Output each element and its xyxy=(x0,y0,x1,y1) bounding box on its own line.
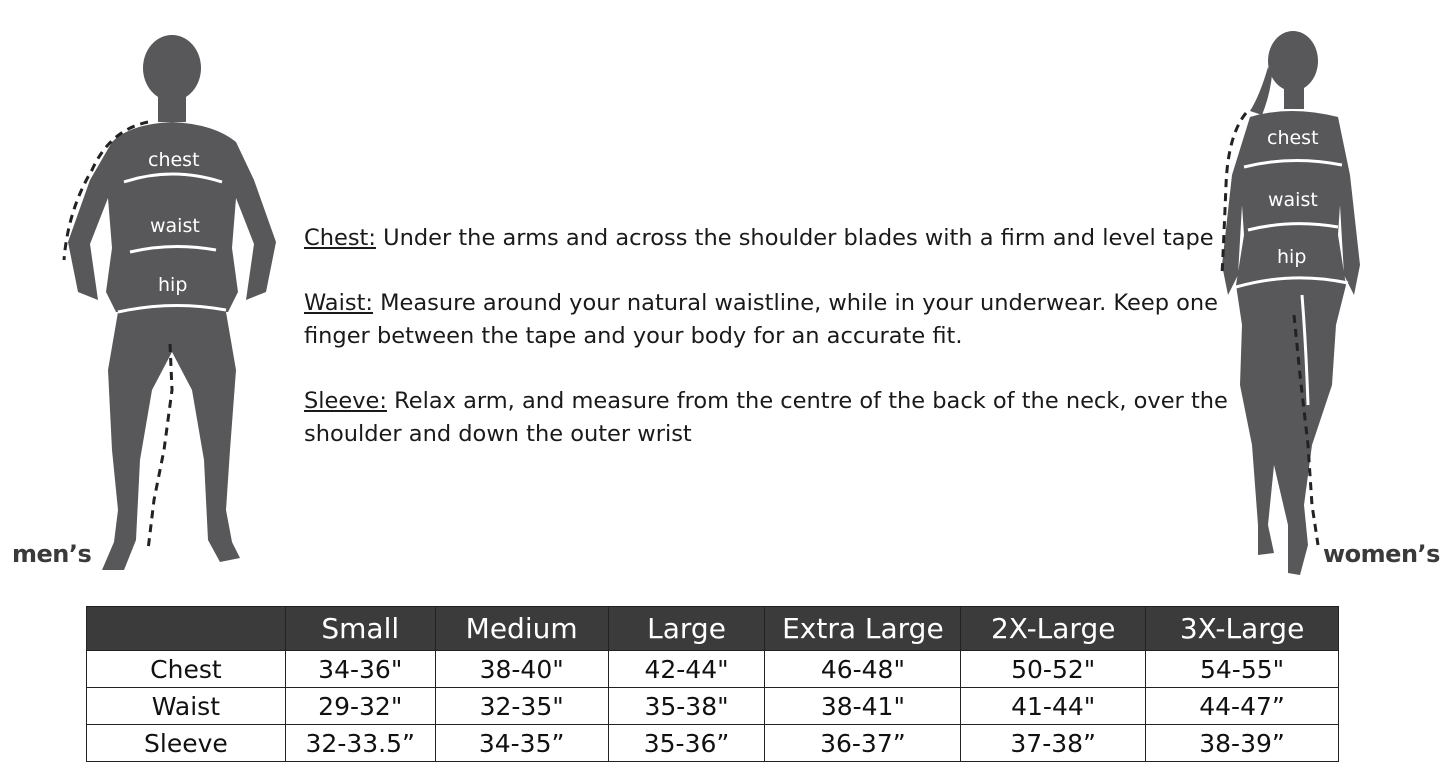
table-cell: 37-38” xyxy=(961,725,1146,762)
mens-figure xyxy=(40,30,300,580)
waist-instruction-text: Measure around your natural waistline, while in your underwear. Keep one finger between the tape and your body for an accurate fit. xyxy=(304,290,1218,349)
table-cell: 35-38" xyxy=(608,688,765,725)
waist-instruction xyxy=(304,287,1234,353)
table-cell: 32-33.5” xyxy=(285,725,435,762)
womens-label: women’s xyxy=(1323,540,1440,568)
header-cell-large: Large xyxy=(608,607,765,651)
chest-instruction xyxy=(304,222,1234,255)
womens-chest-label: chest xyxy=(1267,127,1319,149)
header-cell-medium: Medium xyxy=(435,607,608,651)
table-cell: 34-36" xyxy=(285,651,435,688)
table-row-waist xyxy=(87,688,1339,725)
header-cell-small: Small xyxy=(285,607,435,651)
table-cell: 44-47” xyxy=(1146,688,1339,725)
measurement-instructions xyxy=(304,222,1234,483)
header-cell-2x-large: 2X-Large xyxy=(961,607,1146,651)
table-row-chest xyxy=(87,651,1339,688)
table-cell: 35-36” xyxy=(608,725,765,762)
table-cell: 38-41" xyxy=(765,688,961,725)
row-label: Sleeve xyxy=(87,725,286,762)
table-row-sleeve xyxy=(87,725,1339,762)
mens-label: men’s xyxy=(12,540,92,568)
table-cell: 50-52" xyxy=(961,651,1146,688)
womens-waist-label: waist xyxy=(1268,189,1318,211)
table-cell: 38-40" xyxy=(435,651,608,688)
sleeve-instruction xyxy=(304,385,1234,451)
table-cell: 29-32" xyxy=(285,688,435,725)
table-header-row xyxy=(87,607,1339,651)
mens-chest-label: chest xyxy=(148,149,200,171)
row-label: Chest xyxy=(87,651,286,688)
chest-instruction-text: Under the arms and across the shoulder blades with a firm and level tape xyxy=(375,225,1214,251)
chest-instruction-key: Chest: xyxy=(304,225,376,251)
table-cell: 41-44" xyxy=(961,688,1146,725)
table-cell: 46-48" xyxy=(765,651,961,688)
header-cell-extra-large: Extra Large xyxy=(765,607,961,651)
header-cell-empty xyxy=(87,607,286,651)
table-cell: 32-35" xyxy=(435,688,608,725)
row-label: Waist xyxy=(87,688,286,725)
size-chart-table xyxy=(86,606,1339,762)
mens-hip-label: hip xyxy=(158,274,188,296)
table-cell: 42-44" xyxy=(608,651,765,688)
table-cell: 36-37” xyxy=(765,725,961,762)
table-cell: 34-35” xyxy=(435,725,608,762)
mens-waist-label: waist xyxy=(150,215,200,237)
sleeve-instruction-key: Sleeve: xyxy=(304,388,387,414)
waist-instruction-key: Waist: xyxy=(304,290,373,316)
table-cell: 54-55" xyxy=(1146,651,1339,688)
table-cell: 38-39” xyxy=(1146,725,1339,762)
womens-hip-label: hip xyxy=(1277,246,1307,268)
sleeve-instruction-text: Relax arm, and measure from the centre of the back of the neck, over the shoulder and down the outer wrist xyxy=(304,388,1228,447)
header-cell-3x-large: 3X-Large xyxy=(1146,607,1339,651)
